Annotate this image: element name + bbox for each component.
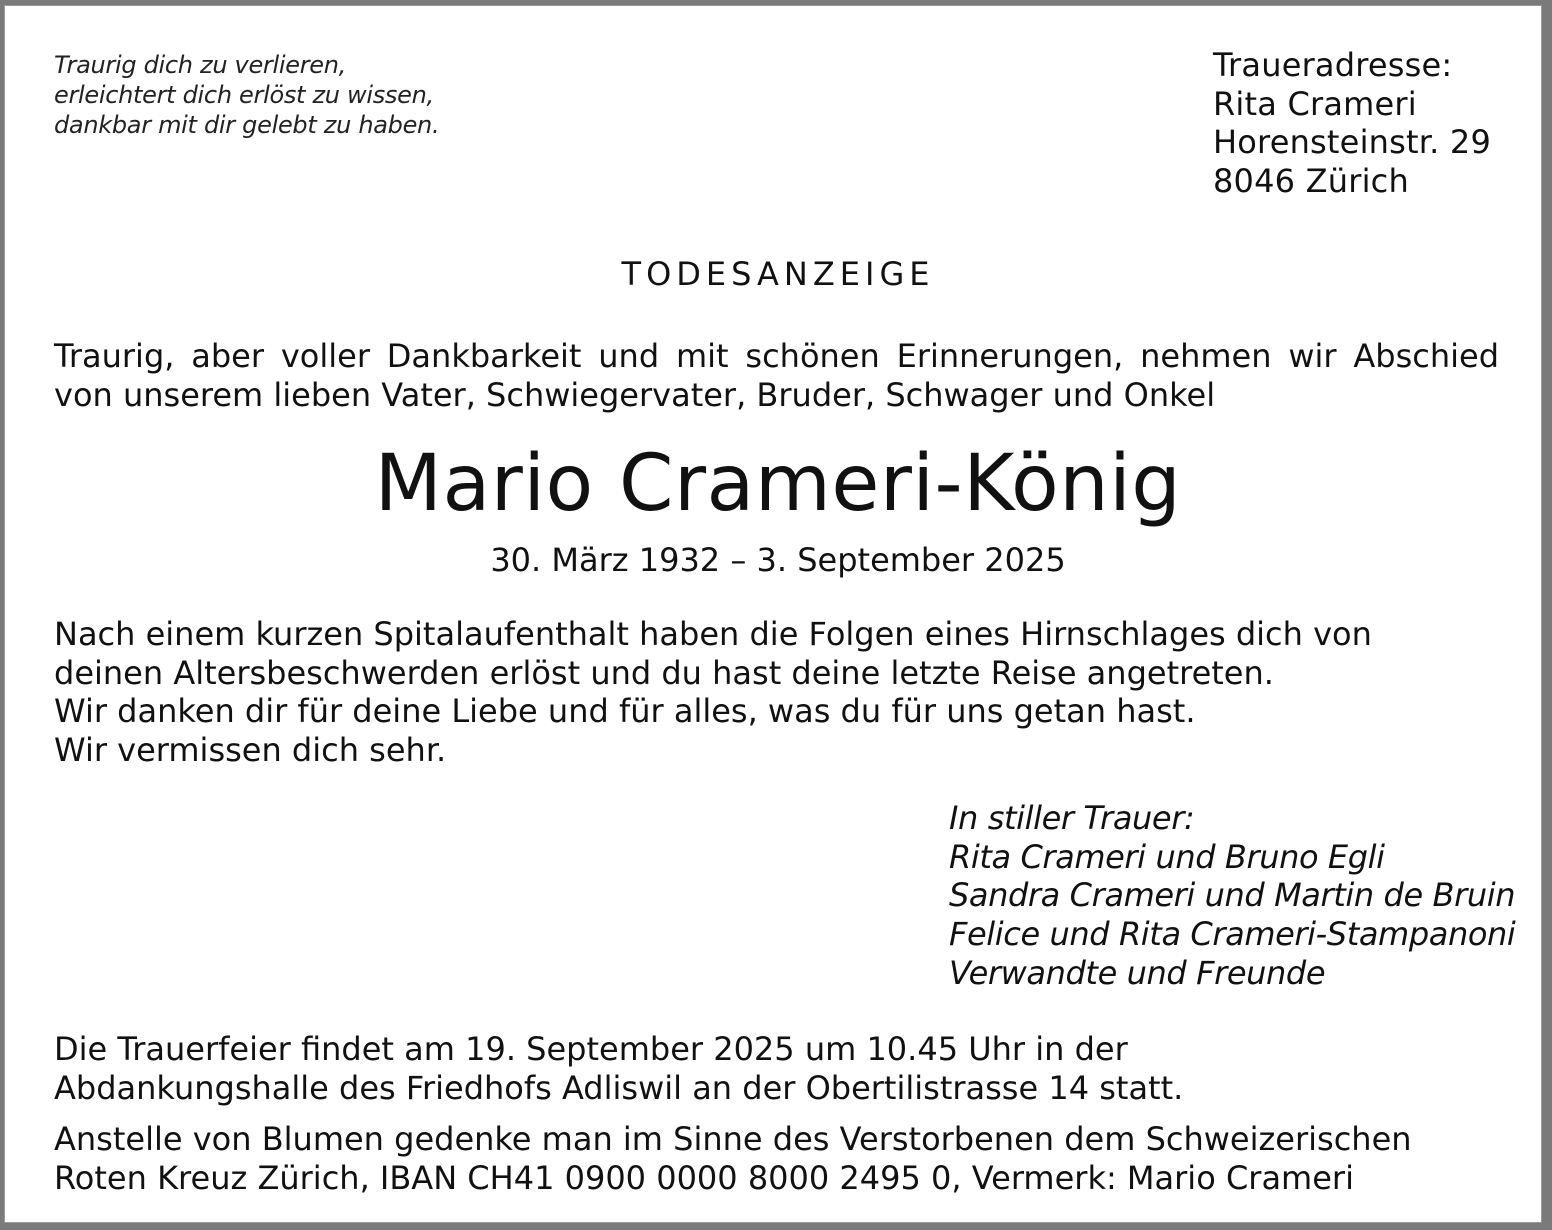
mourners-label: In stiller Trauer: <box>949 799 1195 837</box>
ceremony-line: Abdankungshalle des Friedhofs Adliswil an der Obertilistrasse 14 statt. <box>54 1068 1184 1107</box>
donation-line: Roten Kreuz Zürich, IBAN CH41 0900 0000 8000 2495 0, Vermerk: Mario Crameri <box>54 1158 1354 1197</box>
donation-line: Anstelle von Blumen gedenke man im Sinne des Verstorbenen dem Schweizerischen <box>54 1120 1412 1158</box>
intro-line: von unserem lieben Vater, Schwiegervater, Bruder, Schwager und Onkel <box>54 375 1216 414</box>
motto-verse <box>54 50 439 140</box>
address-name: Rita Crameri <box>1213 84 1417 123</box>
address-label: Traueradresse: <box>1213 46 1453 84</box>
message-line: Wir danken dir für deine Liebe und für alles, was du für uns getan hast. <box>54 692 1196 730</box>
ceremony-line: Die Trauerfeier findet am 19. September 2025 um 10.45 Uhr in der <box>54 1030 1128 1068</box>
address-street: Horensteinstr. 29 <box>1213 123 1492 161</box>
intro-line: Traurig, aber voller Dankbarkeit und mit schönen Erinnerungen, nehmen wir Abschied <box>54 337 1499 375</box>
mourner-entry: Rita Crameri und Bruno Egli <box>949 837 1385 876</box>
intro-paragraph <box>54 337 1499 414</box>
message-line: Nach einem kurzen Spitalaufenthalt haben die Folgen eines Hirnschlages dich von <box>54 615 1372 653</box>
message-line: Wir vermissen dich sehr. <box>54 730 447 769</box>
ceremony-info <box>54 1030 1183 1107</box>
motto-line: erleichtert dich erlöst zu wissen, <box>54 81 434 109</box>
address-city: 8046 Zürich <box>1213 161 1409 200</box>
motto-line: dankbar mit dir gelebt zu haben. <box>54 111 440 139</box>
message-line: deinen Altersbeschwerden erlöst und du hast deine letzte Reise angetreten. <box>54 653 1274 692</box>
mourner-entry: Sandra Crameri und Martin de Bruin <box>949 876 1516 915</box>
mourning-address <box>1213 46 1491 200</box>
obituary-notice <box>4 5 1542 1223</box>
motto-line: Traurig dich zu verlieren, <box>54 51 346 79</box>
mourners-list <box>949 799 1515 993</box>
deceased-name: Mario Crameri-König <box>374 439 1182 529</box>
mourner-entry: Felice und Rita Crameri-Stampanoni <box>949 915 1516 954</box>
notice-heading: TODESANZEIGE <box>621 255 935 293</box>
life-dates: 30. März 1932 – 3. September 2025 <box>490 541 1066 579</box>
mourner-entry: Verwandte und Freunde <box>949 953 1326 992</box>
donation-info <box>54 1120 1412 1197</box>
message-paragraph <box>54 615 1372 769</box>
